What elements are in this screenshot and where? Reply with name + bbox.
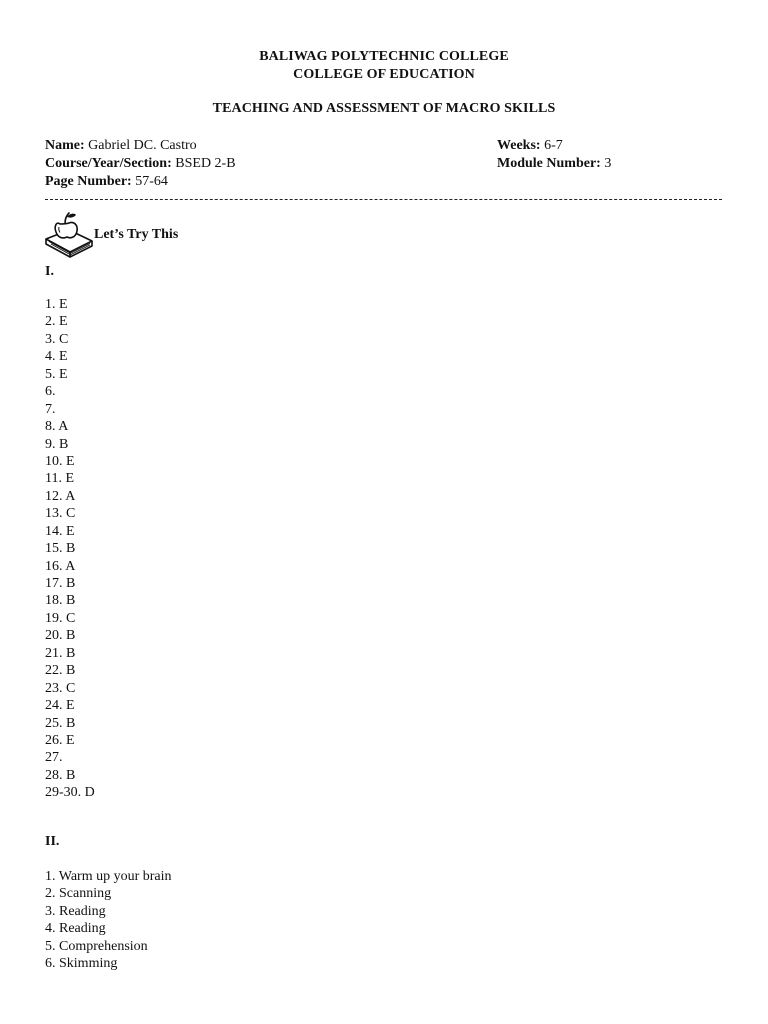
list-item: 28. B xyxy=(45,767,76,783)
list-item: 15. B xyxy=(45,541,76,557)
list-item: 8. A xyxy=(45,419,69,435)
list-item: 5. Comprehension xyxy=(45,938,148,954)
apple-on-book-icon xyxy=(43,208,95,258)
weeks-label: Weeks: xyxy=(497,138,541,153)
weeks-value: 6-7 xyxy=(540,138,563,153)
module-number-field xyxy=(497,155,611,172)
list-item: 25. B xyxy=(45,715,76,731)
part-one-label: I. xyxy=(45,264,54,279)
list-item: 2. E xyxy=(45,314,68,330)
list-item: 3. C xyxy=(45,331,69,347)
list-item: 13. C xyxy=(45,506,76,522)
dashed-divider xyxy=(45,199,722,200)
college-name: BALIWAG POLYTECHNIC COLLEGE xyxy=(259,49,509,64)
list-item: 26. E xyxy=(45,732,75,748)
list-item: 12. A xyxy=(45,488,76,504)
list-item: 5. E xyxy=(45,366,68,382)
section-title: Let’s Try This xyxy=(94,227,179,242)
list-item: 19. C xyxy=(45,610,76,626)
part-two-label: II. xyxy=(45,834,60,849)
list-item: 14. E xyxy=(45,523,75,539)
list-item: 11. E xyxy=(45,471,75,487)
list-item: 21. B xyxy=(45,645,76,661)
department-name: COLLEGE OF EDUCATION xyxy=(293,67,475,82)
module-number-value: 3 xyxy=(600,156,612,171)
list-item: 27. xyxy=(45,750,63,766)
course-label: Course/Year/Section: xyxy=(45,156,172,171)
list-item: 20. B xyxy=(45,628,76,644)
list-item: 4. E xyxy=(45,349,68,365)
subject-title: TEACHING AND ASSESSMENT OF MACRO SKILLS xyxy=(212,101,556,116)
list-item: 9. B xyxy=(45,436,69,452)
list-item: 6. Skimming xyxy=(45,956,118,972)
list-item: 7. xyxy=(45,401,56,417)
list-item: 22. B xyxy=(45,663,76,679)
list-item: 10. E xyxy=(45,453,75,469)
page-number-value: 57-64 xyxy=(131,174,168,189)
list-item: 18. B xyxy=(45,593,76,609)
name-field xyxy=(45,137,197,154)
module-number-label: Module Number: xyxy=(497,156,601,171)
list-item: 4. Reading xyxy=(45,921,106,937)
page-number-field xyxy=(45,173,168,190)
list-item: 17. B xyxy=(45,576,76,591)
list-item: 29-30. D xyxy=(45,785,95,801)
page-number-label: Page Number: xyxy=(45,174,132,189)
name-value: Gabriel DC. Castro xyxy=(84,138,197,153)
list-item: 1. E xyxy=(45,297,68,312)
course-value: BSED 2-B xyxy=(171,156,236,171)
list-item: 2. Scanning xyxy=(45,886,112,902)
list-item: 24. E xyxy=(45,698,75,714)
course-field xyxy=(45,155,236,172)
list-item: 23. C xyxy=(45,680,76,696)
weeks-field xyxy=(497,137,563,154)
list-item: 6. xyxy=(45,384,56,400)
part-two-answer-list xyxy=(45,868,172,973)
list-item: 3. Reading xyxy=(45,903,106,919)
list-item: 1. Warm up your brain xyxy=(45,869,172,884)
part-one-answer-list xyxy=(45,296,95,802)
name-label: Name: xyxy=(45,138,85,153)
list-item: 16. A xyxy=(45,558,76,574)
